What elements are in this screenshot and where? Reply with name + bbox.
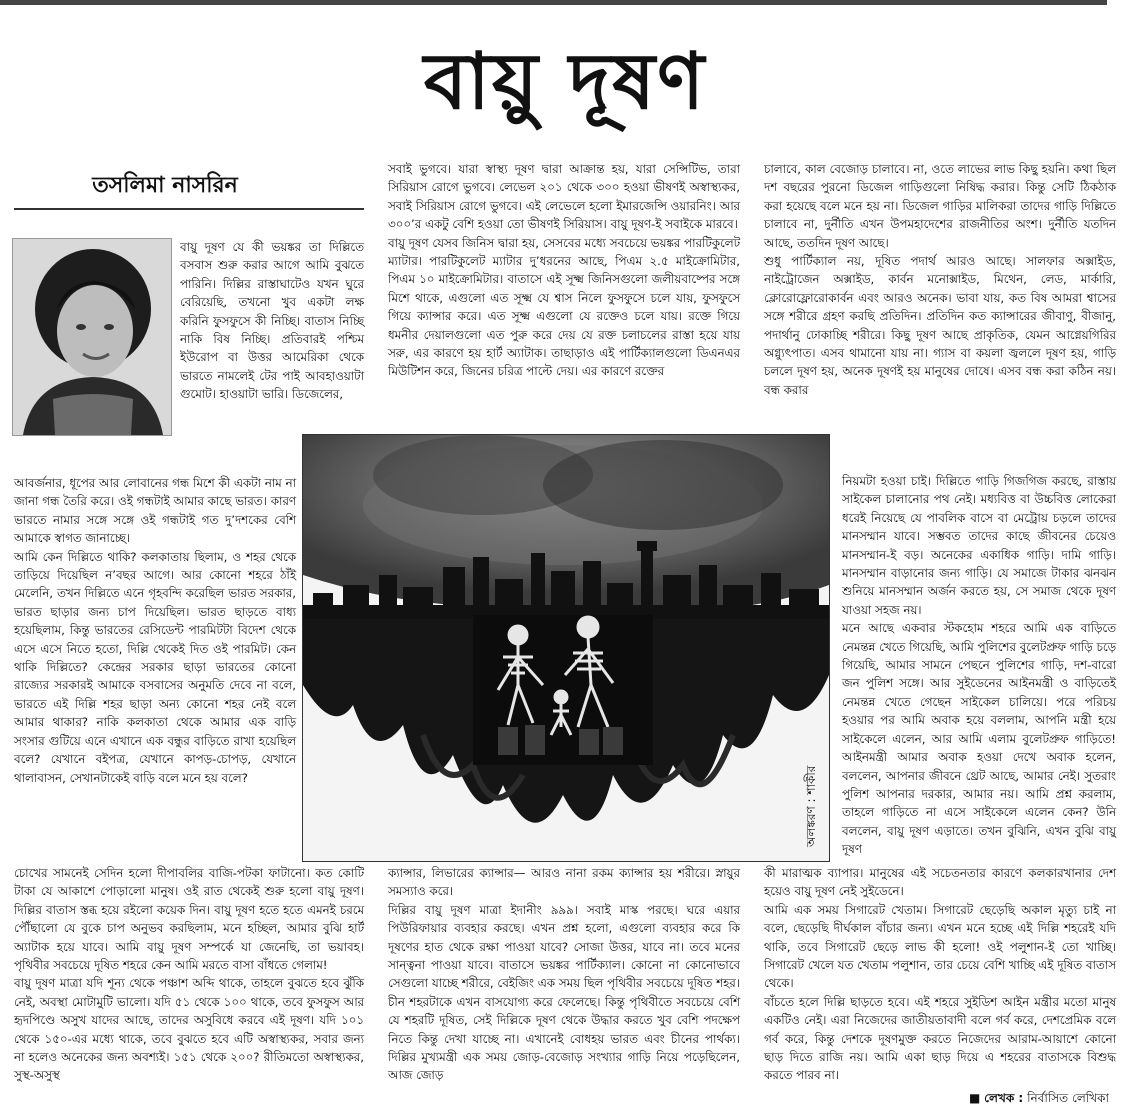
paragraph: শুধু পার্টিক্যাল নয়, দূষিত পদার্থ আরও আছে। সালফার অক্সাইড, নাইট্রোজেন অক্সাইড, কার্বন মনোক্সাইড, মিথেন, লেড, মার্কারি, ক্লোরোফ্লোরোকার্বন এবং আরও অনেক। ভাবা যায়, কত বিষ আমরা শ্বাসের সঙ্গে শরীরে গ্রহণ করছি প্রতিদিন। প্রতিদিন কত ক্যান্সারের জীবাণু, বীজানু, পদার্থানু ঢোকাচ্ছি শরীরে। কিছু দূষণ আছে প্রাকৃতিক, যেমন আগ্নেয়গিরির অগ্ন্যুৎপাত। এসব থামানো যায় না। গ্যাস বা কয়লা জ্বললে দূষণ হয়, গাড়ি চললে দূষণ হয়, অনেক দূষণই হয় মানুষের দোষে। এসব বন্ধ করা কঠিন নয়। বন্ধ করার [764,254,1116,397]
paragraph: বাঁচতে হলে দিল্লি ছাড়তে হবে। এই শহরে সুইডিশ আইন মন্ত্রীর মতো মানুষ একটিও নেই। এরা নিজেদের জাতীয়তাবাদী বলে গর্ব করে, দেশপ্রেমিক বলে গর্ব করে, কিন্তু দেশকে দূষণমুক্ত করতে নিজেদের আরাম-আয়াশে কোনো ছাড় দিতে রাজি নয়। আমি একা ছাড় দিয়ে এ শহরের বাতাসকে বিশুদ্ধ করতে পারব না। [764,994,1116,1083]
footer-marker: ■ [969,1091,981,1105]
paragraph: আবর্জনার, ধূপের আর লোবানের গন্ধ মিশে কী একটা নাম না জানা গন্ধ তৈরি করে। ওই গন্ধটাই আমার কাছে ভারত। কারণ ভারতে নামার সঙ্গে সঙ্গে ওই গন্ধটাই গত দু’দশকের বেশি আমাকে স্বাগত জানাচ্ছে। [14,476,296,546]
byline-divider [14,208,364,210]
paragraph: মনে আছে একবার স্টকহোম শহরে আমি এক বাড়িতে নেমন্তন্ন খেতে গিয়েছি, আমি পুলিশের বুলেটপ্রুফ গাড়ি চড়ে গিয়েছি, আমার সামনে পেছনে পুলিশের গাড়ি, দশ-বারো জন পুলিশ সঙ্গে। আর সুইডেনের আইনমন্ত্রী ও বাড়িতেই নেমন্তন্ন খেতে গেছেন সাইকেল চালিয়ে। পরে পরিচয় হওয়ার পর আমি অবাক হয়ে বললাম, আপনি মন্ত্রী হয়ে সাইকেলে এলেন, আর আমি এলাম বুলেটপ্রুফ গাড়িতে! আইনমন্ত্রী আমার অবাক হওয়া দেখে অবাক হলেন, বললেন, আপনার জীবনে থ্রেট আছে, আমার নেই। সুতরাং পুলিশ আপনার দরকার, আমার নয়। আমি প্রশ্ন করলাম, তাহলে গাড়িতে না এসে সাইকেলে এলেন কেন? উনি বললেন, বায়ু দূষণ এড়াতে। তখন বুঝিনি, এখন বুঝি বায়ু দূষণ [842,621,1116,857]
paragraph: চোখের সামনেই সেদিন হলো দীপাবলির বাজি-পটকা ফাটানো। কত কোটি টাকা যে আকাশে পোড়ালো মানুষ। ওই রাত থেকেই শুরু হলো বায়ু দূষণ। দিল্লির বাতাস স্তব্ধ হয়ে রইলো কয়েক দিন। বায়ু দূষণ হতে হতে এমনই চরমে পৌঁছালো যে বুকে চাপ অনুভব করছিলাম, মনে হচ্ছিল, আমার বুঝি হার্ট অ্যাটাক হয়ে যাবে। আমি বায়ু দূষণ সম্পর্কে যা জেনেছি, তা ভয়াবহ। পৃথিবীর সবচেয়ে দূষিত শহরে কেন আমি মরতে বাসা বাঁধতে গেলাম! [14,866,364,973]
page-title: বায়ু দূষণ [423,37,707,127]
column-3-top [764,160,1116,399]
paragraph: ক্যান্সার, লিভারের ক্যান্সার— আরও নানা রকম ক্যান্সার হয় শরীরে। স্নায়ুর সমস্যাও করে। [388,866,740,899]
footer-label: লেখক : [984,1091,1024,1105]
paragraph: সবাই ভুগবে। যারা স্বাস্থ্য দূষণ দ্বারা আক্রান্ত হয়, যারা সেন্সিটিভ, তারা সিরিয়াস রোগে ভুগবে। লেভেল ২০১ থেকে ৩০০ হওয়া ভীষণই অস্বাস্থ্যকর, সবাই সিরিয়াস রোগে ভুগবে। এই লেভেলে হলো ইমারজেন্সি ওয়ারনিং। আর ৩০০’র একটু বেশি হওয়া তো ভীষণই সিরিয়াস। বায়ু দূষণ-ই সবাইকে মারবে। [388,162,740,232]
paragraph: বায়ু দূষণ যেসব জিনিস দ্বারা হয়, সেসবের মধ্যে সবচেয়ে ভয়ঙ্কর পারটিকুলেট ম্যাটার। পারটিকুলেট ম্যাটার দু’ধরনের আছে, পিএম ২.৫ মাইক্রোমিটার, পিএম ১০ মাইক্রোমিটার। বাতাসে এই সূক্ষ্ম জিনিসগুলো জলীয়বাষ্পের সঙ্গে মিশে থাকে, এগুলো এত সূক্ষ্ম যে শ্বাস নিলে ফুসফুসে চলে যায়, ফুসফুসে গিয়ে ক্যান্সার করে। এত সূক্ষ্ম এগুলো যে রক্তেও চলে যায়। রক্তে গিয়ে ধমনীর দেয়ালগুলো এত পুরু করে দেয় যে রক্ত চলাচলের রাস্তা হয়ে যায় সরু, এর কারণে হয় হার্ট অ্যাটাক। তাছাড়াও এই পার্টিক্যালগুলো ডিএনএর মিউটিশন করে, জিনের চরিত্র পাল্টে দেয়। এর কারণে রক্তের [388,235,740,379]
footer-text: নির্বাসিত লেখিকা [1027,1091,1109,1105]
paragraph: বায়ু দূষণ মাত্রা যদি শূন্য থেকে পঞ্চাশ অব্দি থাকে, তাহলে বুঝতে হবে ঝুঁকি নেই, অবস্থা মোটামুটি ভালো। যদি ৫১ থেকে ১০০ থাকে, তবে ফুসফুস আর হৃদপিণ্ডে অসুখ যাদের আছে, তাদের অসুবিধে করবে এই দূষণ। যদি ১০১ থেকে ১৫০-এর মধ্যে থাকে, তবে বুঝতে হবে এটি অস্বাস্থ্যকর, সবার জন্য না হলেও অনেকের জন্য অবশ্যই। ১৫১ থেকে ২০০? রীতিমতো অস্বাস্থ্যকর, সুস্থ-অসুস্থ [14,976,364,1083]
pollution-illustration [302,434,830,862]
paragraph: আমি কেন দিল্লিতে থাকি? কলকাতায় ছিলাম, ও শহর থেকে তাড়িয়ে দিয়েছিল ন’বছর আগে। আর কোনো শহরে ঠাঁই মেলেনি, তখন দিল্লিতে এনে গৃহবন্দি করেছিল ভারত সরকার, ভারত ছাড়ার জন্য চাপ দিয়েছিল। ভারত ছাড়তে বাধ্য হয়েছিলাম, কিন্তু ভারতের রেসিডেন্ট পারমিটটা বিদেশ থেকে এসে এসে নিতে হতো, দিল্লি থেকেই দিত ওই পারমিট। কেন থাকি দিল্লিতে? কেন্দ্রের সরকার ছাড়া ভারতের কোনো রাজ্যের সরকারই আমাকে বসবাসের অনুমতি দেবে না বলে, ভারতে এই দিল্লি শহর ছাড়া অন্য কোনো শহর নেই বলে আমার থাকার? নাকি কলকাতা থেকে আমার এক বাড়ি সংসার গুটিয়ে এনে এখানে এক বন্ধুর বাড়িতে রাখা হয়েছিল বলে? যেখানে বইপত্র, যেখানে কাপড়-চোপড়, যেখানে থালাবাসন, সেখানটাকেই বাড়ি বলে মনে হয় বলে? [14,549,296,785]
column-1-intro [180,238,364,404]
column-2-top [388,160,740,381]
paragraph: কী মারাত্মক ব্যাপার। মানুষের এই সচেতনতার কারণে কলকারখানার দেশ হয়েও বায়ু দূষণ নেই সুইডেনে। [764,866,1116,899]
top-rule [0,0,1107,5]
author-photo [12,238,172,436]
paragraph: আমি এক সময় সিগারেট খেতাম। সিগারেট ছেড়েছি অকাল মৃত্যু চাই না বলে, ছেড়েছি দীর্ঘকাল বাঁচার জন্য। এখন মনে হচ্ছে এই দিল্লি শহরেই যদি থাকি, তবে সিগারেট ছেড়ে লাভ কী হলো! ওই পলুশান-ই তো খাচ্ছি। সিগারেট খেলে যত খেতাম পলুশান, তার চেয়ে বেশি খাচ্ছি এই দূষিত বাতাস থেকে। [764,902,1116,991]
footer-note [969,1090,1109,1110]
column-3-middle [842,472,1116,859]
column-3-bottom [764,864,1116,1085]
column-1-lower [14,474,296,787]
column-2-bottom [388,864,740,1085]
column-1-bottom [14,864,364,1085]
paragraph: নিয়মটা হওয়া চাই। দিল্লিতে গাড়ি গিজগিজ করছে, রাস্তায় সাইকেল চালানোর পথ নেই। মধ্যবিত্ত বা উচ্চবিত্ত লোকেরা ধরেই নিয়েছে যে পাবলিক বাসে বা মেট্রোয় চড়লে তাদের মানসম্মান যাবে। সম্ভবত তাদের কাছে জীবনের চেয়েও মানসম্মান-ই বড়। অনেকের একাধিক গাড়ি। দামি গাড়ি। মানসম্মান বাড়ানোর জন্য গাড়ি। যে সমাজে টাকার ঝনঝন শুনিয়ে মানসম্মান অর্জন করতে হয়, সে সমাজ থেকে দূষণ যাওয়া সহজ নয়। [842,474,1116,617]
artwork-credit: অলঙ্করণ : শাকীর [804,765,818,847]
paragraph: চালাবে, কাল বেজোড় চালাবে। না, ওতে লাভের লাভ কিছু হয়নি। কথা ছিল দশ বছরের পুরনো ডিজেল গাড়িগুলো নিষিদ্ধ করার। কিন্তু সেটি ঠিকঠাক করা হয়েছে বলে মনে হয় না। ডিজেল গাড়ির মালিকরা তাদের গাড়ি দিল্লিতে চালাবে না, দুর্নীতি এখন উপমহাদেশের রাজনীতির অংশ। দুর্নীতি যতদিন আছে, ততদিন দূষণ আছে। [764,162,1116,250]
paragraph: দিল্লির বায়ু দূষণ মাত্রা ইদানীং ৯৯৯। সবাই মাস্ক পরছে। ঘরে এয়ার পিউরিফায়ার ব্যবহার করছে। এখন প্রশ্ন হলো, এগুলো ব্যবহার করে কি দূষণের হাত থেকে রক্ষা পাওয়া যাবে? সোজা উত্তর, যাবে না। তবে মনের সান্ত্বনা পাওয়া যাবে। বাতাসে ভয়ঙ্কর পার্টিক্যাল। কোনো না কোনোভাবে সেগুলো যাচ্ছে শরীরে, বেইজিং এক সময় ছিল পৃথিবীর সবচেয়ে দূষিত শহর। চীন শহরটাকে এখন বাসযোগ্য করে ফেলেছে। কিন্তু পৃথিবীতে সবচেয়ে বেশি যে শহরটি দূষিত, সেই দিল্লিকে দূষণ থেকে উদ্ধার করতে খুব বেশি পদক্ষেপ নিতে কিন্তু দেখা যাচ্ছে না। এখানেই বোধহয় ভারত এবং চীনের পার্থক্য। দিল্লির মুখ্যমন্ত্রী এক সময় জোড়-বেজোড় সংখ্যার গাড়ি নিয়ে পড়েছিলেন, আজ জোড় [388,902,740,1083]
author-byline: তসলিমা নাসরিন [92,173,238,198]
paragraph: বায়ু দূষণ যে কী ভয়ঙ্কর তা দিল্লিতে বসবাস শুরু করার আগে আমি বুঝতে পারিনি। দিল্লির রাস্তাঘাটেও যখন ঘুরে বেরিয়েছি, তখনো খুব একটা লক্ষ করিনি ফুসফুসে কী নিচ্ছি। বাতাস নিচ্ছি নাকি বিষ নিচ্ছি। প্রতিবারই পশ্চিম ইউরোপ বা উত্তর আমেরিকা থেকে ভারতে নামলেই টের পাই আবহাওয়াটা গুমোট। হাওয়াটা ভারি। ডিজেলের, [180,240,364,402]
